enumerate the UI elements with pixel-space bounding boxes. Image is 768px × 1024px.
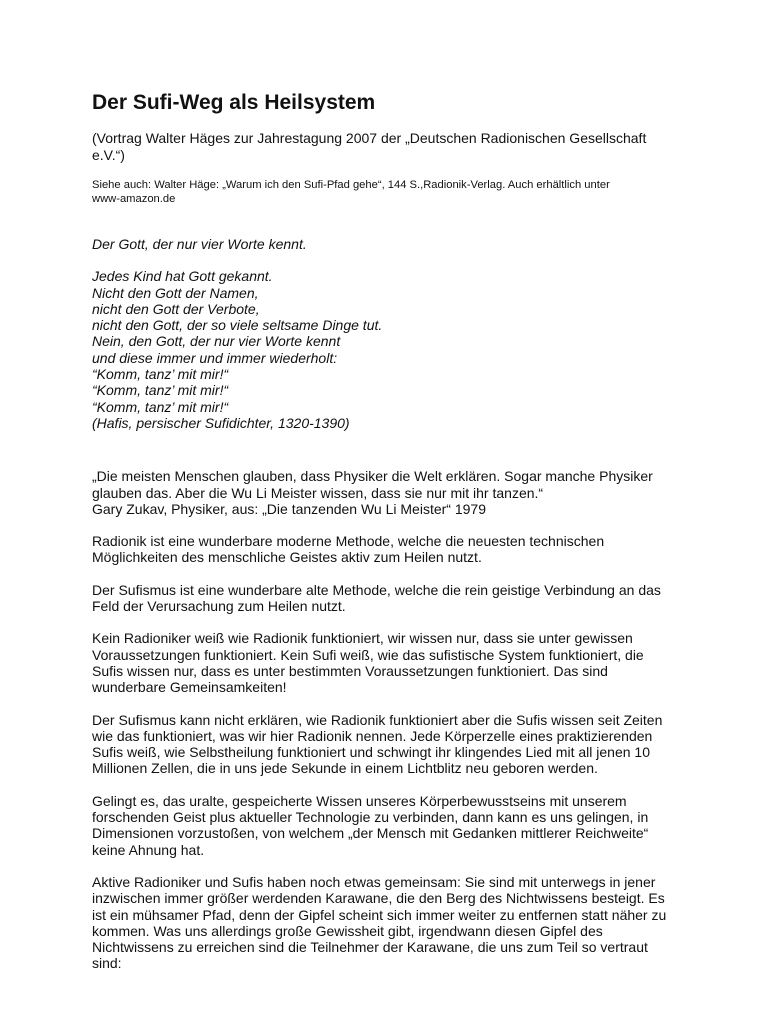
paragraph-line: forschenden Geist plus aktueller Technologie zu verbinden, dann kann es uns gelingen, in — [92, 809, 649, 826]
paragraph-line: Voraussetzungen funktioniert. Kein Sufi weiß, wie das sufistische System funktioniert, die — [92, 646, 644, 663]
body-paragraph — [92, 712, 692, 777]
paragraph-line: Feld der Verursachung zum Heilen nutzt. — [92, 598, 346, 615]
body-paragraph — [92, 533, 692, 566]
section-spacer — [92, 431, 692, 468]
poem-line: “Komm, tanz’ mit mir!“ — [92, 382, 229, 399]
poem-title: Der Gott, der nur vier Worte kennt. — [92, 236, 307, 252]
see-also-note — [92, 178, 692, 206]
poem — [92, 236, 692, 431]
paragraph-line: „Die meisten Menschen glauben, dass Physiker die Welt erklären. Sogar manche Physiker — [92, 468, 653, 485]
subtitle-line: (Vortrag Walter Häges zur Jahrestagung 2007 der „Deutschen Radionischen Gesellschaft — [92, 130, 647, 146]
paragraph-line: Der Sufismus ist eine wunderbare alte Methode, welche die rein geistige Verbindung an das — [92, 581, 661, 598]
poem-line: nicht den Gott der Verbote, — [92, 300, 260, 317]
poem-line: “Komm, tanz’ mit mir!“ — [92, 398, 229, 415]
paragraph-line: inzwischen immer größer werdenden Karawane, die den Berg des Nichtwissens besteigt. Es — [92, 890, 665, 907]
paragraph-line: keine Ahnung hat. — [92, 841, 205, 858]
poem-line: Jedes Kind hat Gott gekannt. — [92, 268, 273, 285]
body-paragraph — [92, 582, 692, 615]
paragraph-line: wie das funktioniert, was wir hier Radionik nennen. Jede Körperzelle eines praktizierenden — [92, 727, 653, 744]
paragraph-line: sind: — [92, 955, 122, 972]
poem-line: nicht den Gott, der so viele seltsame Dinge tut. — [92, 317, 383, 334]
body-paragraph — [92, 793, 692, 858]
poem-line: “Komm, tanz’ mit mir!“ — [92, 366, 229, 383]
document-page — [92, 90, 692, 988]
paragraph-line: Nichtwissens zu erreichen sind die Teilnehmer der Karawane, die uns zum Teil so vertraut — [92, 939, 648, 956]
paragraph-line: Sufis wissen nur, dass es unter bestimmten Voraussetzungen funktioniert. Das sind — [92, 662, 608, 679]
paragraph-line: ist ein mühsamer Pfad, denn der Gipfel scheint sich immer weiter zu entfernen statt näher zu — [92, 906, 667, 923]
paragraph-line: glauben das. Aber die Wu Li Meister wissen, dass sie nur mit ihr tanzen.“ — [92, 484, 544, 501]
paragraph-line: Gelingt es, das uralte, gespeicherte Wissen unseres Körperbewusstseins mit unserem — [92, 792, 627, 809]
body-paragraph — [92, 874, 692, 972]
paragraph-line: Gary Zukav, Physiker, aus: „Die tanzenden Wu Li Meister“ 1979 — [92, 500, 486, 517]
document-title: Der Sufi-Weg als Heilsystem — [92, 91, 376, 114]
paragraph-line: Dimensionen vorzustoßen, von welchem „der Mensch mit Gedanken mittlerer Reichweite“ — [92, 825, 649, 842]
paragraph-line: Aktive Radioniker und Sufis haben noch etwas gemeinsam: Sie sind mit unterwegs in jener — [92, 873, 656, 890]
body-paragraph — [92, 630, 692, 695]
paragraph-line: Millionen Zellen, die in uns jede Sekunde in einem Lichtblitz neu geboren werden. — [92, 760, 598, 777]
paragraph-line: wunderbare Gemeinsamkeiten! — [92, 679, 287, 696]
subtitle-line: e.V.“) — [92, 147, 125, 163]
see-also-line: www-amazon.de — [92, 193, 176, 205]
paragraph-line: Der Sufismus kann nicht erklären, wie Radionik funktioniert aber die Sufis wissen seit Zeiten — [92, 711, 663, 728]
see-also-line: Siehe auch: Walter Häge: „Warum ich den Sufi-Pfad gehe“, 144 S.,Radionik-Verlag. Auch erhältlich unter — [92, 179, 610, 191]
paragraph-line: Sufis weiß, wie Selbstheilung funktioniert und schwingt ihr klingendes Lied mit all jenen 10 — [92, 744, 650, 761]
poem-line: Nein, den Gott, der nur vier Worte kennt — [92, 333, 341, 350]
paragraph-line: Kein Radioniker weiß wie Radionik funktioniert, wir wissen nur, dass sie unter gewissen — [92, 630, 633, 647]
poem-line: Nicht den Gott der Namen, — [92, 284, 259, 301]
paragraph-line: Radionik ist eine wunderbare moderne Methode, welche die neuesten technischen — [92, 533, 605, 550]
poem-line: und diese immer und immer wiederholt: — [92, 349, 338, 366]
lecture-subtitle — [92, 130, 692, 164]
quote-paragraph — [92, 468, 692, 517]
paragraph-line: kommen. Was uns allerdings große Gewissheit gibt, irgendwann diesen Gipfel des — [92, 922, 603, 939]
paragraph-line: Möglichkeiten des menschliche Geistes aktiv zum Heilen nutzt. — [92, 549, 482, 566]
poem-attribution: (Hafis, persischer Sufidichter, 1320-1390) — [92, 414, 350, 431]
